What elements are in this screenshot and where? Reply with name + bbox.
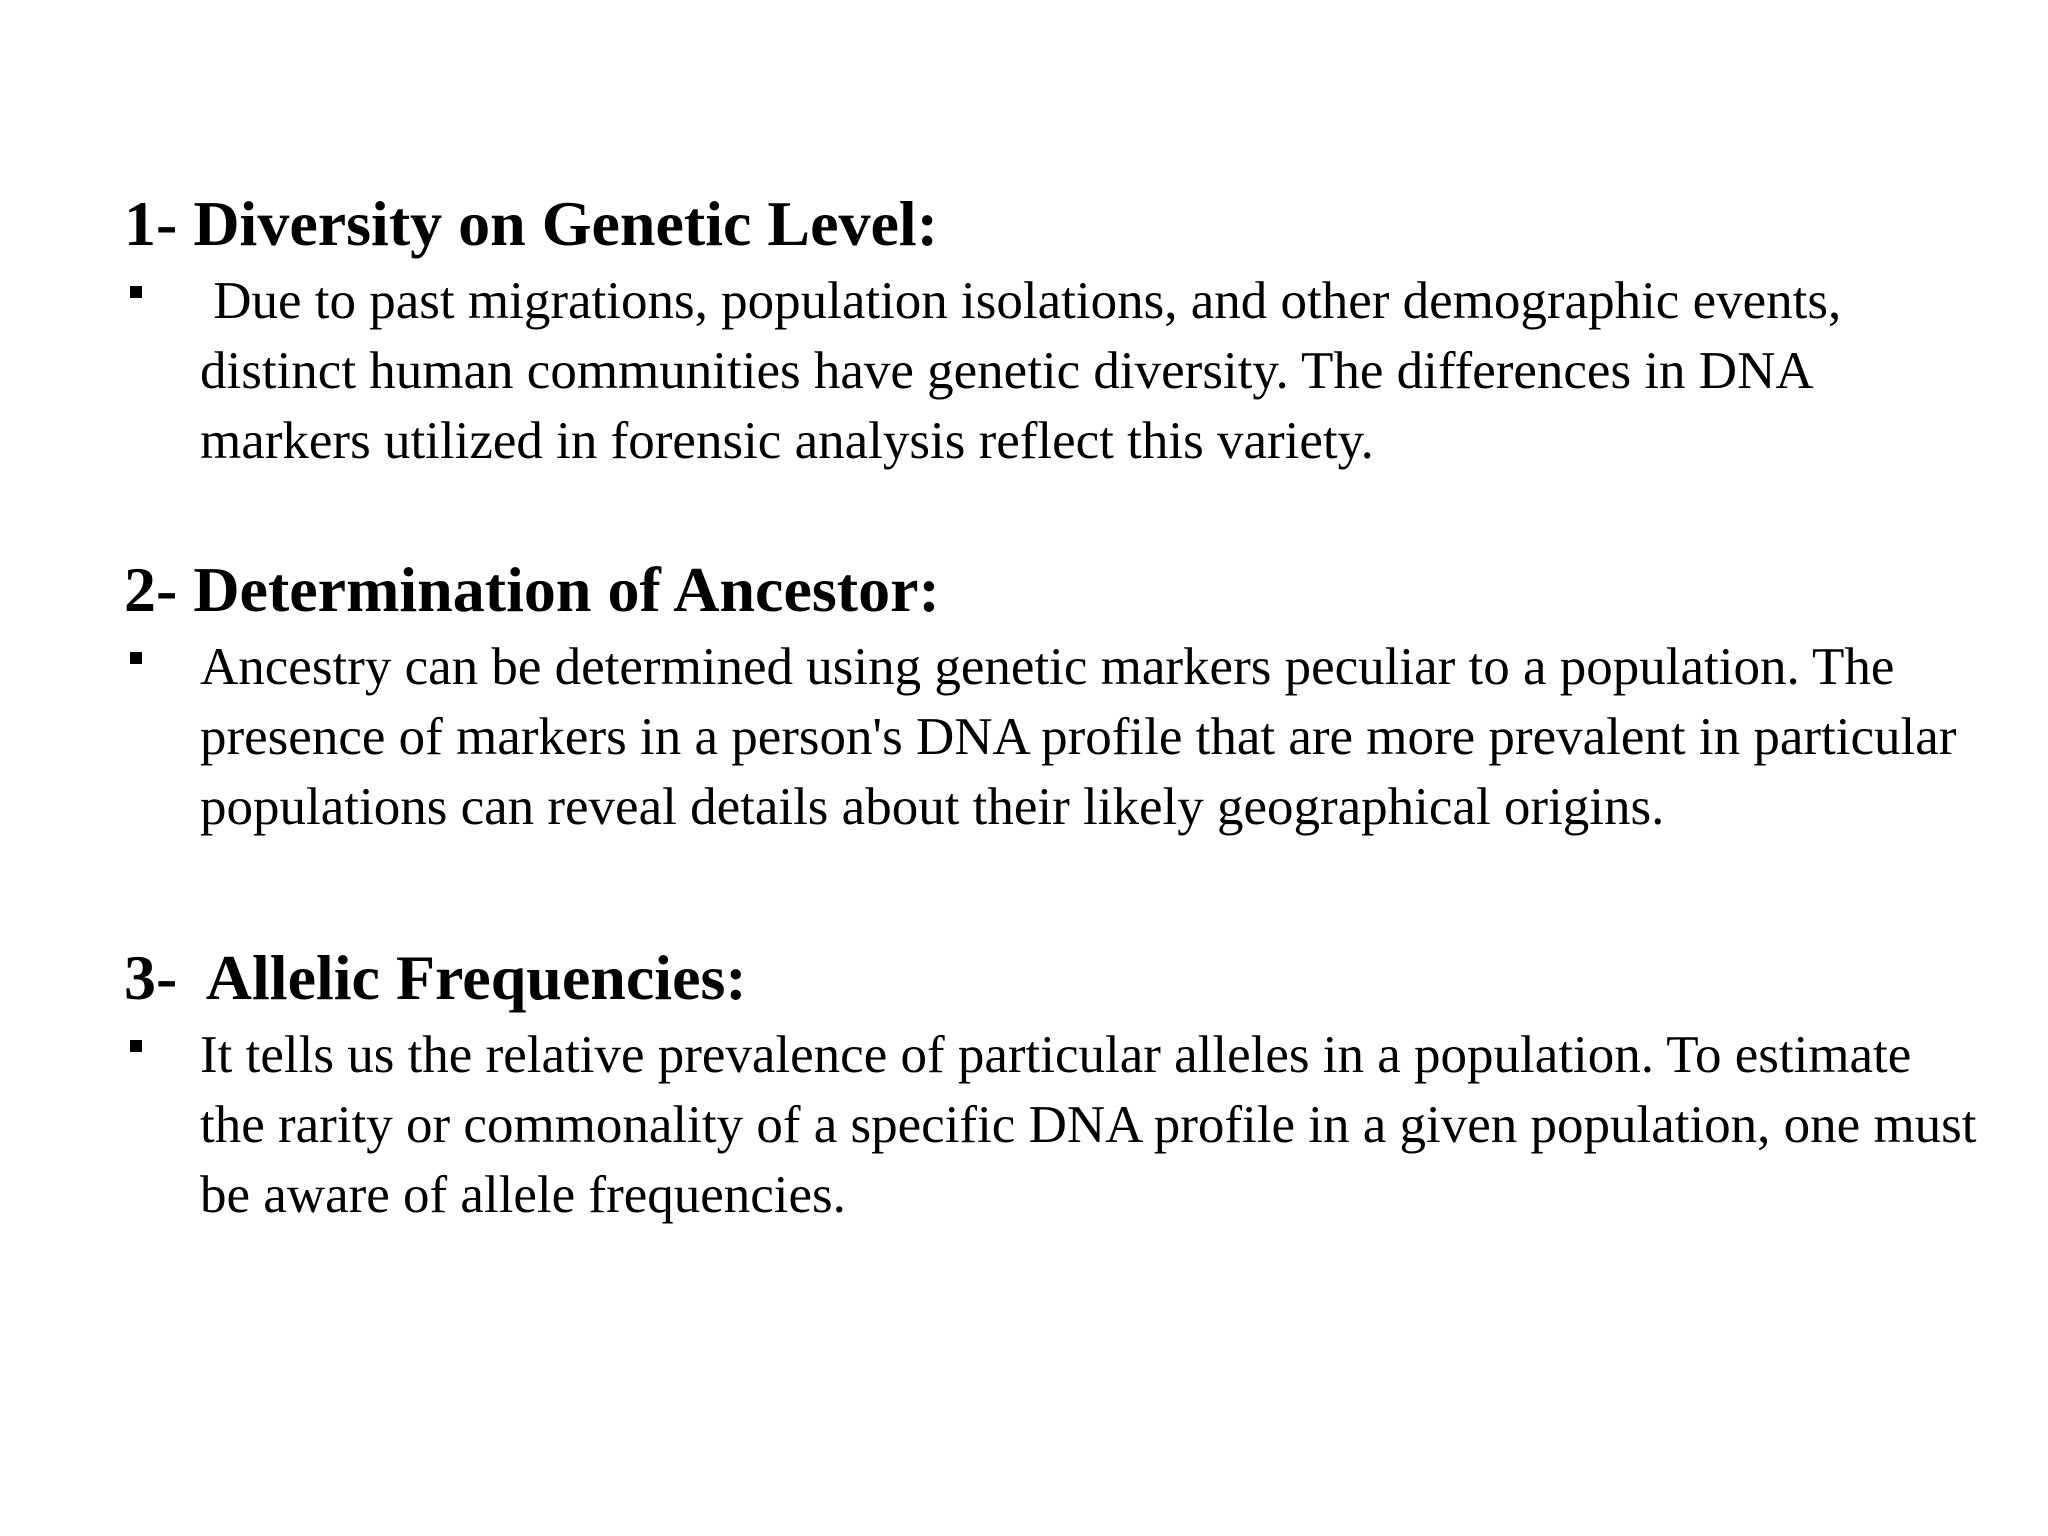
section-heading: 3- Allelic Frequencies: bbox=[124, 942, 747, 1013]
bullet-text: Due to past migrations, population isolations, and other demographic events, distinct human communities have genetic diversity. The differences in DNA markers utilized in forensic analysis reflect this variety. bbox=[200, 272, 1855, 470]
square-bullet-icon bbox=[130, 1040, 142, 1052]
bullet-text: Ancestry can be determined using genetic markers peculiar to a population. The presence of markers in a person's DNA profile that are more prevalent in particular populations can reveal details about their likely geographical origins. bbox=[200, 638, 1970, 836]
bullet-item bbox=[124, 1020, 1990, 1230]
bullet-text: It tells us the relative prevalence of particular alleles in a population. To estimate the rarity or commonality of a specific DNA profile in a given population, one must be aware of allele frequencies. bbox=[200, 1026, 1990, 1224]
bullet-item bbox=[124, 266, 1984, 476]
square-bullet-icon bbox=[130, 286, 142, 298]
square-bullet-icon bbox=[130, 652, 142, 664]
section-allelic-frequencies bbox=[124, 942, 1990, 1230]
bullet-item bbox=[124, 632, 1984, 842]
section-heading: 2- Determination of Ancestor: bbox=[124, 554, 940, 625]
section-genetic-diversity bbox=[124, 188, 1984, 476]
section-ancestry bbox=[124, 554, 1984, 842]
section-heading: 1- Diversity on Genetic Level: bbox=[124, 188, 938, 259]
